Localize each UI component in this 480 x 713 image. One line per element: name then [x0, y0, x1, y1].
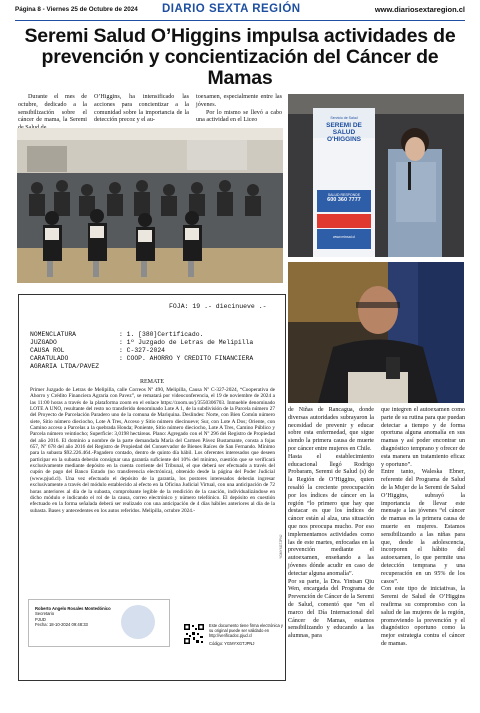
auditorium-photo [17, 128, 283, 283]
meta-row: NOMENCLATURA : 1. [380]Certificado. [30, 331, 204, 338]
article-col-3: toexamen, especialmente entre las jóvenes. Por lo mismo se llevó a cabo una actividad en el Liceo [196, 94, 282, 124]
banner-text: Servicio de Salud SEREMI DE SALUD O'HIGGINS [326, 116, 362, 143]
signer-name: Roberto Angelo Rosales Montedónico [35, 606, 111, 611]
website-link[interactable]: www.diariosextaregion.cl [374, 5, 465, 14]
article-col-1: Durante el mes de octubre, dedicado a la sensibilización sobre el cáncer de mama, la Seremi [18, 94, 87, 124]
signer-date: Fecha: 18-10-2024 09:48:33 [35, 622, 88, 628]
legal-notice [18, 294, 286, 681]
page-date: Página 8 - Viernes 25 de Octubre de 2024 [15, 6, 138, 13]
speaker-banner-photo [288, 94, 464, 257]
banner-phone: SALUD RESPONDE 600 360 7777 [327, 193, 361, 203]
qr-caption: Este documento tiene firma electrónica y su original puede ser validado en http://verificadoc.pjud.cl Código: YGMYXGTJPNJ [209, 623, 283, 646]
notice-meta [30, 331, 253, 371]
article-col-2: O’Higgins, ha intensificado las acciones para concientizar a la comunidad sobre la importancia de la detección precoz y el au- [94, 94, 189, 124]
vertical-verification-code: YGMYXGTJPNJ [279, 534, 283, 559]
header-rule [15, 20, 465, 21]
article-col-5: que integren el autoexamen como parte de su rutina para que puedan detectar a tiempo y de forma oportuna alguna anomalía en sus mamas y así poder encontrar un diagnóstico temprano y ofrecer de esta manera un tratamiento eficaz y oportuno”. Entre tanto, Waleska Ebner, referente del Programa de Salud de la Mujer de la Seremi de Salud O’Higgins, subrayó la importancia de llevar este mensaje a las jóvenes “el cáncer de mamas es la primera causa de muerte en mujeres. Estamos sensibilizando a las niñas para que, desde la adolescencia, incorporen el hábito del autoexamen, lo que permite una detección temprana y una recuperación en un 95% de los casos”. Con este tipo de iniciativas, la Seremi de Salud de O’Higgins reafirma su compromiso con la salud de las mujeres de la región, promoviendo la prevención y el diagnóstico oportuno como la mejor estrategia contra el cáncer de mamas. [381, 407, 465, 647]
meta-row: JUZGADO : 1º Juzgado de Letras de Melipilla [30, 339, 254, 346]
banner-web: www.minsal.cl [333, 235, 355, 239]
meta-row: CAUSA ROL : C-327-2024 [30, 347, 166, 354]
signer-role: Secretario [35, 611, 55, 617]
page-header [0, 0, 480, 24]
remate-title: REMATE [140, 379, 164, 385]
pjud-logo-icon [121, 605, 155, 639]
signer-court: PJUD [35, 616, 46, 622]
fojas-label: FOJA: 19 .- diecinueve .- [169, 303, 267, 310]
qr-code-icon [183, 623, 205, 645]
man-speaking-photo [288, 262, 464, 403]
signature-block [28, 599, 170, 647]
qr-code-graphic [183, 623, 205, 645]
man-speaking-graphic [288, 262, 464, 403]
meta-row: AGRARIA LTDA/PAVEZ [30, 363, 100, 370]
auditorium-photo-graphic [17, 128, 283, 283]
article-col-4: de Niñas de Rancagua, donde diversas autoridades subrayaron la necesidad de prevenir y educar sobre esta enfermedad, que sigue siendo la primera causa de muerte por cáncer entre mujeres en Chile. Hasta el establecimiento educacional llegó Rodrigo Probaram, Seremi de Salud (s) de la Región de O’Higgins, quien resaltó la creciente preocupación por los índices de cáncer en la región “lo primero que hay que destacar es que los índices de cáncer están al alza, una situación que nos preocupa mucho. Por eso implementamos actividades como las de este martes, enfocadas en la prevención mediante el autoexamen, enseñando a las jóvenes dónde acudir en caso de detectar alguna anomalía”. Por su parte, la Dra. Yintsan Qiu Wen, encargada del Programa de Prevención de Cáncer de la Seremi de Salud, comentó que “en el marco del Día Internacional del Cáncer de Mamas, estamos sensibilizando y educando a las alumnas, para [288, 407, 374, 640]
remate-body: Primer Juzgado de Letras de Melipilla, calle Correos Nº 490, Melipilla, Causa Nº C-327-2024, “Cooperativa de Ahorro y Crédito Financiera Agraria con Pavez”, se rematará por videoconferencia, el 19 de noviembre de 2024 a las 11:00 horas a través de la plataforma zoom en el enlace https://zoom.us/j/3550306703. Inmueble denominado LOTE A UNO, resultante del resto no transferido denominado Lote A 1, de la subdivisión de la Parcela número 27 del Proyecto de Parcelación Paradero uno de la comuna de Mariquina. Deslindes: Norte, con Bien Común número siete, Sitio número dieciocho, Lote A Tres, Acceso y Sitio número diecinueve; Sur, con Lote A Dos; Oriente, con Camino acceso a Parcelas a la quebrada Honda; Poniente, Sitio número dieciocho, Lote A Tres, Camino Público y Parcela número veintiocho; Superficie: 3,0198 hectáreas. Plano: Agregado con el Nº 296 del Registro de Propiedad del año 2016. El dominio a nombre de la parte demandada María del Carmen Pávez Bustamante, consta a fojas 657, Nº 678 del año 2016 del Registro de Propiedad del Conservador de Bienes Raíces de San Fernando. Mínimo para la subasta $92.226.464.-Pagadero contado, dentro de quinto día hábil. Los oferentes interesados que deseen participar en la subasta deberán consignar una garantía suficiente del 10% del mínimo, cuestión que se verificará exclusivamente mediante depósito en la cuenta corriente del Tribunal, el que deberá ser efectuado a través del cupón de pago del Banco Estado (no transferencia electrónica), obtenido desde la página del Poder Judicial (www.pjud.cl). Una vez efectuado el depósito de la garantía, los postores interesados deberán ingresar exclusivamente a través del módulo establecido al efecto en la Oficina Judicial Virtual, con una anticipación de 72 horas anteriores al día de la subasta, comprobante legible de la rendición de la caución, individualizándose en dicho módulo e indicando el rol de la causa, correo electrónico y número telefónico. El depósito en cuestión efectuado en la forma señalada deberá ser realizado con una anticipación de 4 días hábiles anteriores al día de la subasta. Bases y antecedentes en los autos referidos. Melipilla, octubre 2024.- [30, 387, 275, 514]
meta-row: CARATULADO : COOP. AHORRO Y CREDITO FINANCIERA [30, 355, 254, 362]
masthead: DIARIO SEXTA REGIÓN [162, 3, 301, 15]
headline: Seremi Salud O’Higgins impulsa actividades de prevención y concientización del Cáncer de Mamas [24, 25, 456, 89]
